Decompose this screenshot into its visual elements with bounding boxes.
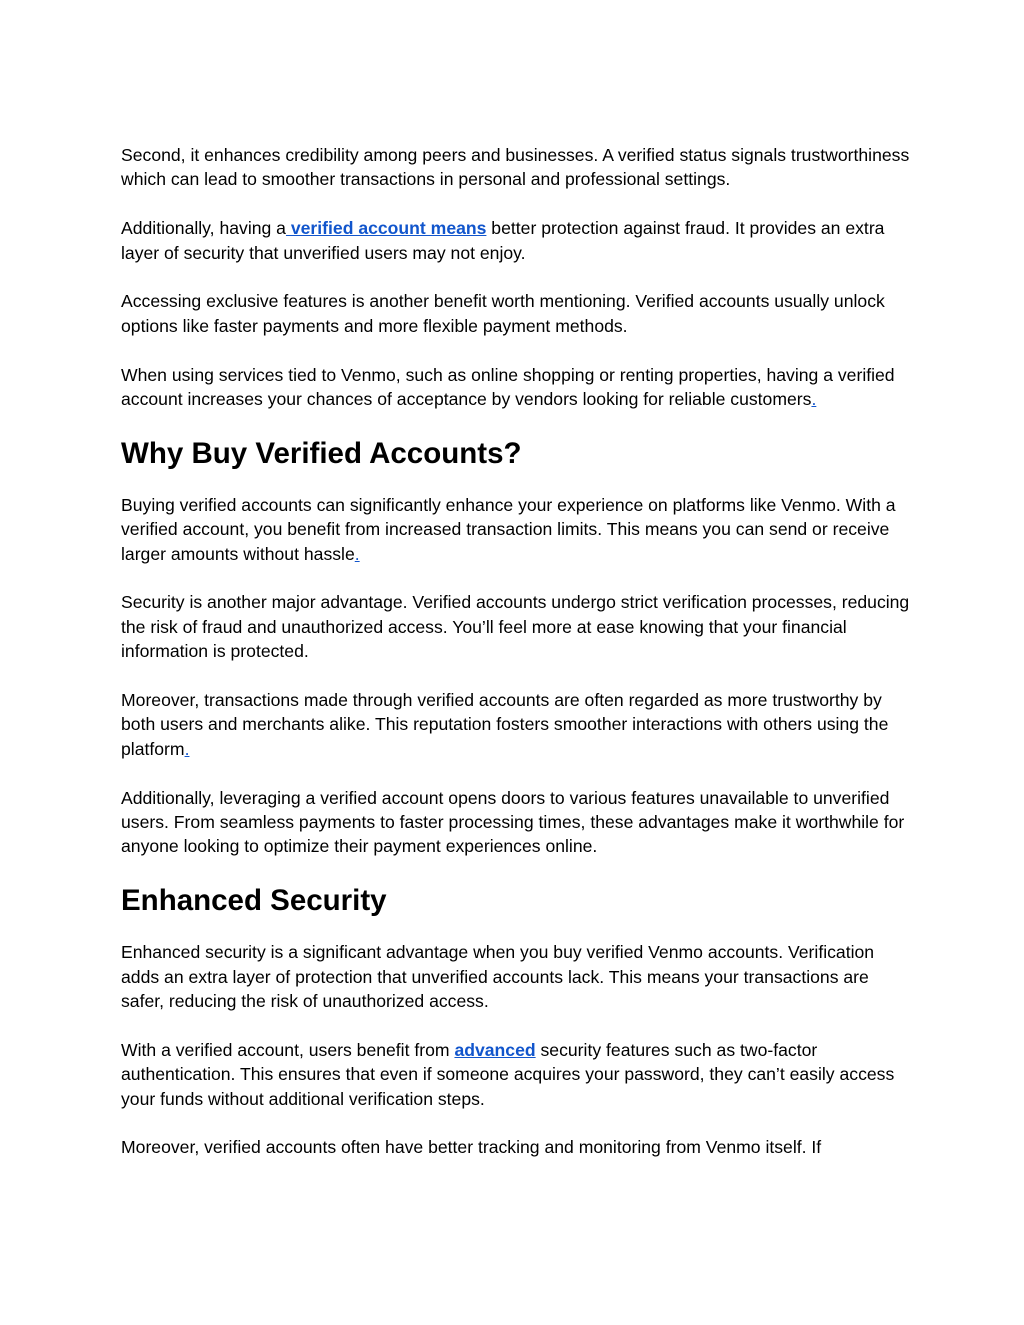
paragraph-tracking-monitoring: Moreover, verified accounts often have better tracking and monitoring from Venmo itself. If xyxy=(121,1137,822,1158)
paragraph-text: security features such as two-factor authentication. This ensures that even if someone acquires your password, they can’t easily access your funds without additional verification steps. xyxy=(121,1039,895,1109)
advanced-link[interactable]: advanced xyxy=(454,1039,536,1060)
paragraph-two-factor xyxy=(121,1038,911,1111)
paragraph-trustworthy-transactions xyxy=(121,688,911,761)
paragraph-transaction-limits xyxy=(121,493,911,566)
period-link[interactable]: . xyxy=(184,738,190,759)
document-body xyxy=(121,143,911,1184)
verified-account-means-link[interactable]: verified account means xyxy=(285,218,487,239)
paragraph-credibility: Second, it enhances credibility among peers and businesses. A verified status signals trustworthiness which can lead to smoother transactions in personal and professional settings. xyxy=(121,145,910,190)
paragraph-enhanced-security: Enhanced security is a significant advantage when you buy verified Venmo accounts. Verification adds an extra layer of protection that unverified accounts lack. This means your transactions are safer, reducing the risk of unauthorized access. xyxy=(121,942,875,1012)
paragraph-security-advantage: Security is another major advantage. Verified accounts undergo strict verification processes, reducing the risk of fraud and unauthorized access. You’ll feel more at ease knowing that your financial information is protected. xyxy=(121,592,910,662)
paragraph-text: better protection against fraud. It provides an extra layer of security that unverified users may not enjoy. xyxy=(121,218,885,263)
paragraph-text: Buying verified accounts can significantly enhance your experience on platforms like Venmo. With a verified account, you benefit from increased transaction limits. This means you can send or receive larger amounts without hassle xyxy=(121,494,896,564)
paragraph-fraud-protection xyxy=(121,216,911,265)
heading-why-buy-verified-accounts: Why Buy Verified Accounts? xyxy=(121,436,522,470)
paragraph-venmo-services xyxy=(121,363,911,412)
paragraph-text: With a verified account, users benefit from xyxy=(121,1039,455,1060)
paragraph-exclusive-features: Accessing exclusive features is another benefit worth mentioning. Verified accounts usually unlock options like faster payments and more flexible payment methods. xyxy=(121,291,885,336)
paragraph-text: Additionally, having a xyxy=(121,218,286,239)
heading-enhanced-security: Enhanced Security xyxy=(121,884,387,918)
period-link[interactable]: . xyxy=(354,543,360,564)
paragraph-features-unavailable: Additionally, leveraging a verified account opens doors to various features unavailable to unverified users. From seamless payments to faster processing times, these advantages make it worthwhile for anyone looking to optimize their payment experiences online. xyxy=(121,787,905,857)
period-link[interactable]: . xyxy=(811,389,817,410)
paragraph-text: Moreover, transactions made through verified accounts are often regarded as more trustworthy by both users and merchants alike. This reputation fosters smoother interactions with others using the platform xyxy=(121,690,889,759)
paragraph-text: When using services tied to Venmo, such as online shopping or renting properties, having a verified account increases your chances of acceptance by vendors looking for reliable customers xyxy=(121,364,895,410)
